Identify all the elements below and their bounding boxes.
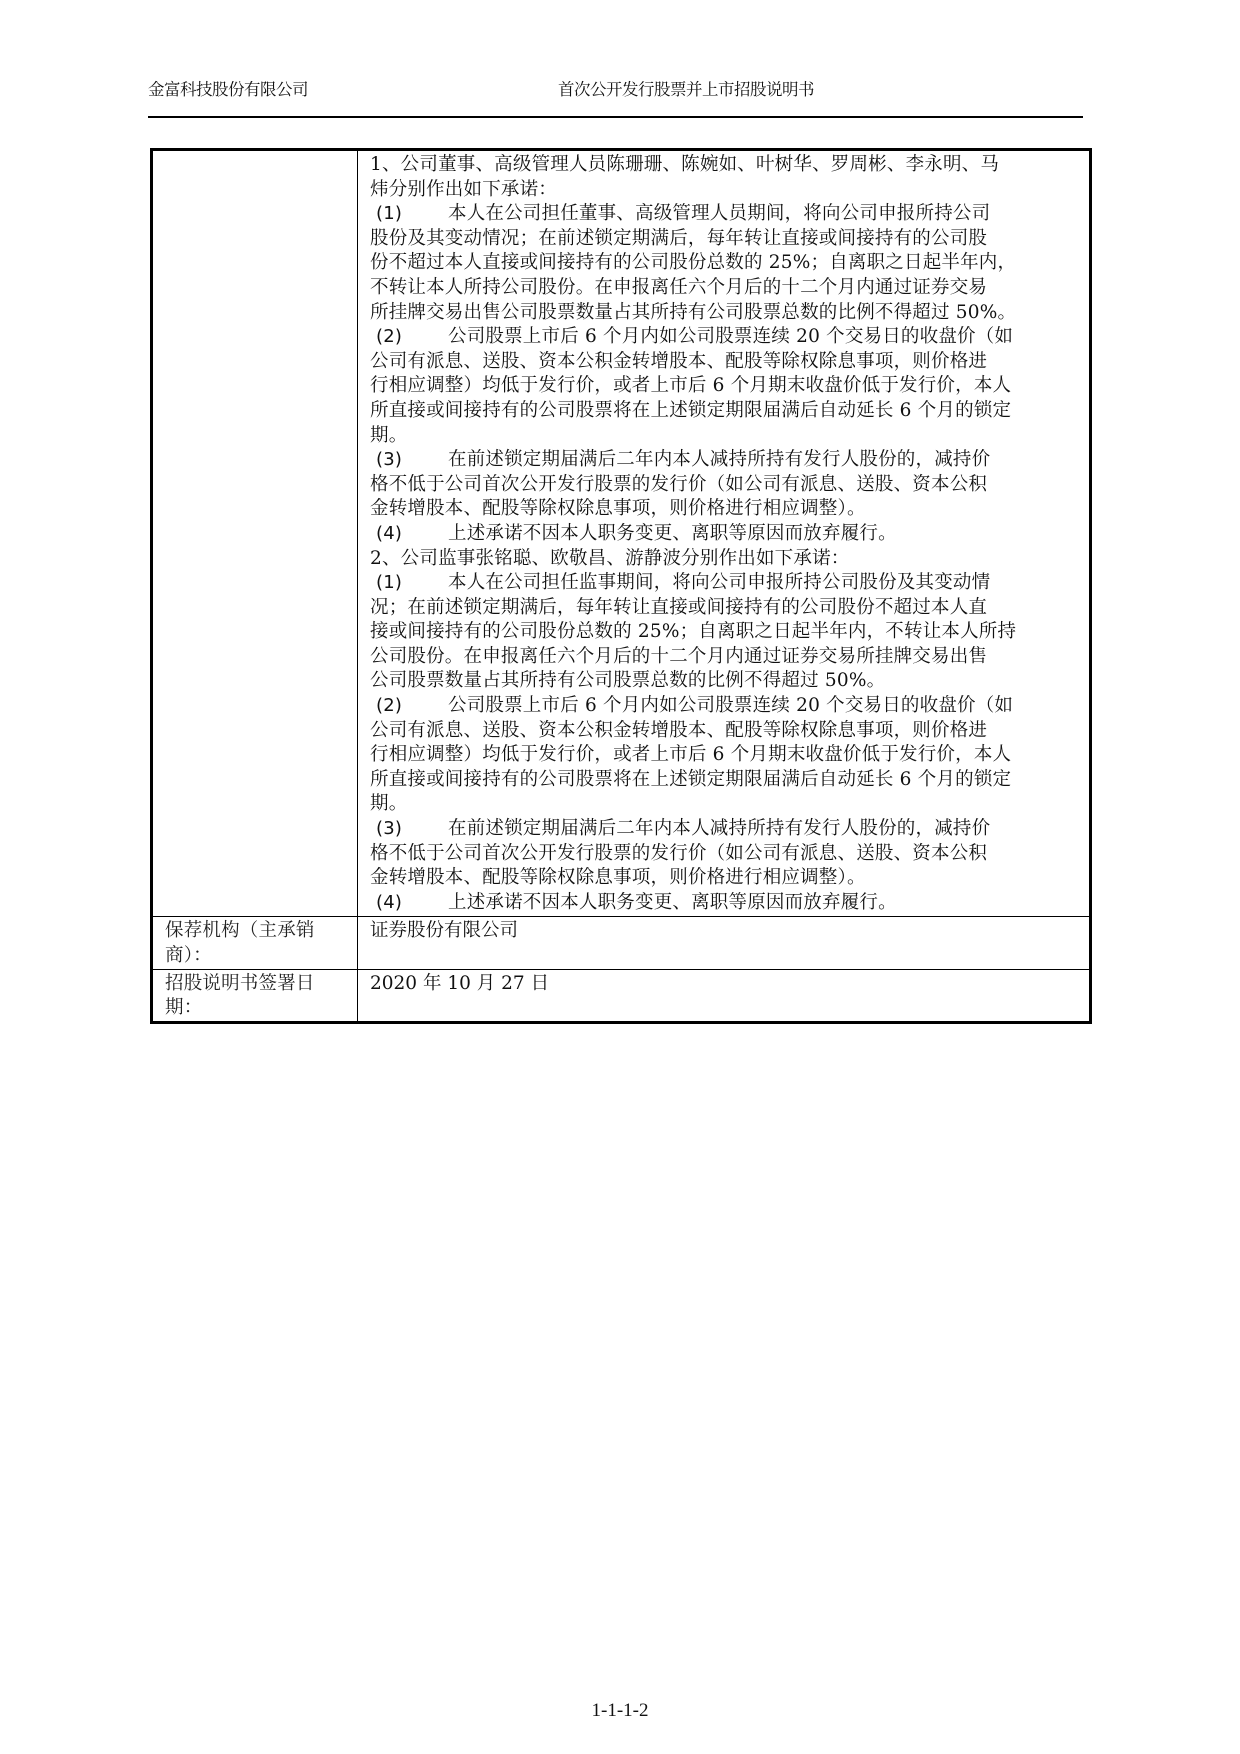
list-item-line: 期。 [370,424,408,446]
list-item-line: (2) 公司股票上市后 6 个月内如公司股票连续 20 个交易日的收盘价（如 [370,694,1085,719]
list-item-line: 格不低于公司首次公开发行股票的发行价（如公司有派息、送股、资本公积 [370,842,988,864]
sponsor-label: 保荐机构（主承销 商）： [152,917,358,969]
table-row-commitments [152,150,1091,917]
section-supervisors [370,547,1085,916]
page-number: 1-1-1-2 [591,1700,649,1721]
section-intro-line: 1、公司董事、高级管理人员陈珊珊、陈婉如、叶树华、罗周彬、李永明、马 [370,154,1000,175]
list-item-line: 所直接或间接持有的公司股票将在上述锁定期限届满后自动延长 6 个月的锁定 [370,399,1012,421]
document-title: 首次公开发行股票并上市招股说明书 [558,80,814,99]
table-row-signing-date [152,969,1091,1022]
list-item-line: 行相应调整）均低于发行价，或者上市后 6 个月期末收盘价低于发行价，本人 [370,744,1012,766]
commitment-table [150,148,1092,1024]
list-item-line: 金转增股本、配股等除权除息事项，则价格进行相应调整）。 [370,498,866,520]
section-directors [370,153,1085,547]
item-number: (2) [376,695,403,717]
list-item-line: 接或间接持有的公司股份总数的 25%；自离职之日起半年内，不转让本人所持 [370,621,1017,643]
item-number: (4) [376,891,403,913]
signing-date-value: 2020 年 10 月 27 日 [358,969,1091,1022]
signing-date-label: 招股说明书签署日 期： [152,969,358,1022]
list-item-line: (1) 本人在公司担任监事期间，将向公司申报所持公司股份及其变动情 [370,571,1085,596]
list-item-line: 况；在前述锁定期满后，每年转让直接或间接持有的公司股份不超过本人直 [370,596,988,618]
list-item-line: 股份及其变动情况；在前述锁定期满后，每年转让直接或间接持有的公司股 [370,227,988,249]
item-number: (2) [376,326,403,348]
item-number: (1) [376,203,403,225]
list-item-line: 份不超过本人直接或间接持有的公司股份总数的 25%；自离职之日起半年内， [370,252,1017,274]
list-item-line: 公司股份。在申报离任六个月后的十二个月内通过证券交易所挂牌交易出售 [370,645,988,667]
item-number: (4) [376,522,403,544]
row-label-empty [152,150,358,917]
list-item-line: 公司股票数量占其所持有公司股票总数的比例不得超过 50%。 [370,670,886,692]
item-number: (3) [376,818,403,840]
list-item-line: (3) 在前述锁定期届满后二年内本人减持所持有发行人股份的，减持价 [370,817,1085,842]
list-item-line: 金转增股本、配股等除权除息事项，则价格进行相应调整）。 [370,867,866,889]
company-name: 金富科技股份有限公司 [148,80,308,99]
list-item-line: 格不低于公司首次公开发行股票的发行价（如公司有派息、送股、资本公积 [370,473,988,495]
page-header [148,72,1083,118]
item-number: (3) [376,449,403,471]
list-item-line: (4) 上述承诺不因本人职务变更、离职等原因而放弃履行。 [370,522,1085,547]
list-item-line: 所挂牌交易出售公司股票数量占其所持有公司股票总数的比例不得超过 50%。 [370,301,1017,323]
list-item-line: (1) 本人在公司担任董事、高级管理人员期间，将向公司申报所持公司 [370,202,1085,227]
list-item-line: 所直接或间接持有的公司股票将在上述锁定期限届满后自动延长 6 个月的锁定 [370,768,1012,790]
list-item-line: (3) 在前述锁定期届满后二年内本人减持所持有发行人股份的，减持价 [370,448,1085,473]
commitments-cell [358,150,1091,917]
list-item-line: 公司有派息、送股、资本公积金转增股本、配股等除权除息事项，则价格进 [370,719,988,741]
sponsor-value: 证券股份有限公司 [358,917,1091,969]
section-intro-line: 炜分别作出如下承诺： [370,178,558,200]
list-item-line: (2) 公司股票上市后 6 个月内如公司股票连续 20 个交易日的收盘价（如 [370,325,1085,350]
list-item-line: 不转让本人所持公司股份。在申报离任六个月后的十二个月内通过证券交易 [370,276,988,298]
list-item-line: (4) 上述承诺不因本人职务变更、离职等原因而放弃履行。 [370,891,1085,916]
list-item-line: 期。 [370,793,408,815]
list-item-line: 行相应调整）均低于发行价，或者上市后 6 个月期末收盘价低于发行价，本人 [370,375,1012,397]
section-intro-line: 2、公司监事张铭聪、欧敬昌、游静波分别作出如下承诺： [370,547,850,569]
table-row-sponsor [152,917,1091,969]
item-number: (1) [376,572,403,594]
list-item-line: 公司有派息、送股、资本公积金转增股本、配股等除权除息事项，则价格进 [370,350,988,372]
